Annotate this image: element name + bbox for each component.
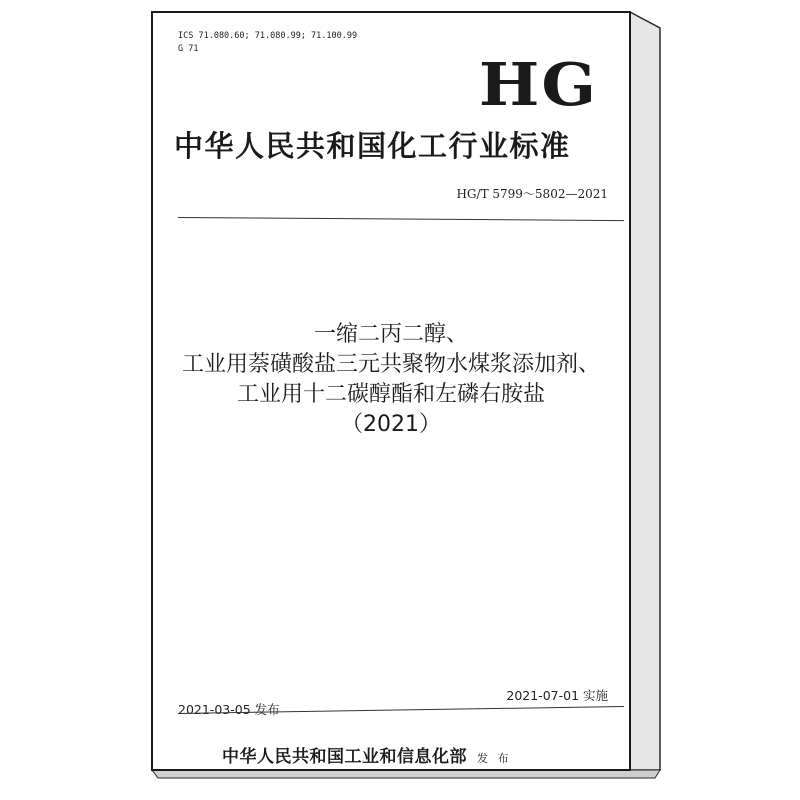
hg-logo: HG: [478, 50, 598, 120]
title-line-1: 一缩二丙二醇、: [313, 322, 468, 347]
title-line-3: 工业用十二碳醇酯和左磷右胺盐: [236, 382, 545, 407]
title-line-2: 工业用萘磺酸盐三元共聚物水煤浆添加剂、: [181, 352, 600, 377]
ccs-code: G 71: [178, 44, 199, 54]
implementation-date: 2021-07-01 实施: [506, 688, 608, 703]
book-bottom-edge: [152, 770, 660, 778]
book-cover: [152, 12, 630, 770]
standard-name: 中华人民共和国化工行业标准: [174, 129, 571, 163]
book-page-edge: [630, 12, 660, 770]
publication-date: 2021-03-05 发布: [178, 702, 280, 717]
standard-code: HG/T 5799～5802—2021: [456, 187, 608, 201]
publisher-verb: 发 布: [477, 752, 512, 765]
publisher-name: 中华人民共和国工业和信息化部: [222, 747, 467, 767]
document-title: [152, 320, 630, 440]
classification-codes: [178, 30, 357, 56]
publisher: [222, 742, 512, 767]
top-divider: [178, 217, 624, 221]
title-year: （2021）: [341, 412, 441, 437]
ics-code: ICS 71.080.60; 71.080.99; 71.100.99: [178, 31, 358, 41]
